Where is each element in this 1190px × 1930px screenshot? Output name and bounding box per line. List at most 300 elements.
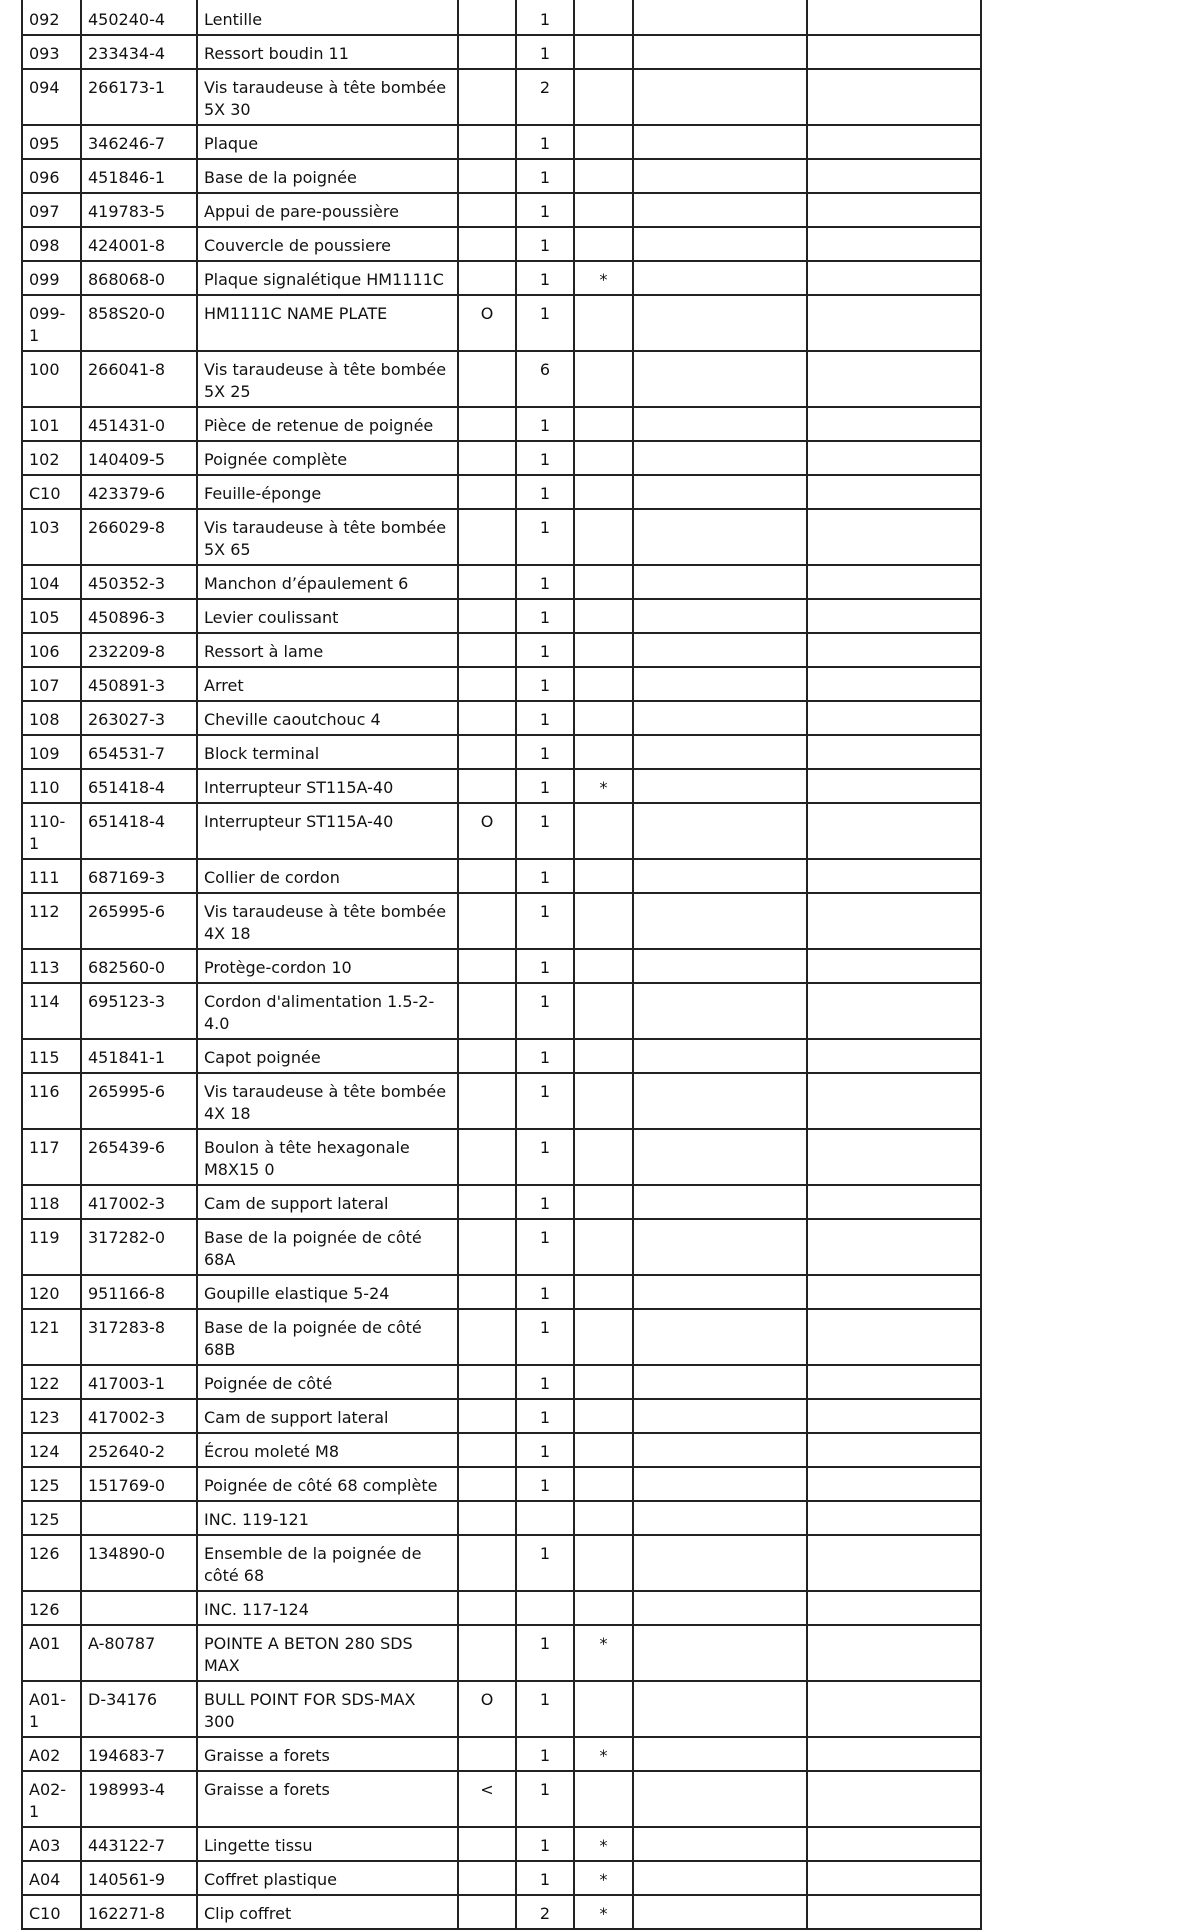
empty-cell [807, 859, 981, 893]
item-number-cell: 103 [22, 509, 81, 565]
item-number-cell: 111 [22, 859, 81, 893]
item-number-cell: A02-1 [22, 1771, 81, 1827]
marker-cell [574, 193, 633, 227]
option-cell [458, 949, 516, 983]
part-number-cell: 266041-8 [81, 351, 197, 407]
item-number-cell: 113 [22, 949, 81, 983]
option-cell [458, 565, 516, 599]
description-cell: Pièce de retenue de poignée [197, 407, 458, 441]
table-row [22, 983, 981, 1039]
item-number-cell: A01-1 [22, 1681, 81, 1737]
quantity-cell: 1 [516, 1185, 574, 1219]
part-number-cell: 682560-0 [81, 949, 197, 983]
table-row [22, 1275, 981, 1309]
description-cell: Manchon d’épaulement 6 [197, 565, 458, 599]
marker-cell [574, 1185, 633, 1219]
item-number-cell: 124 [22, 1433, 81, 1467]
empty-cell [807, 1275, 981, 1309]
marker-cell [574, 35, 633, 69]
item-number-cell: 122 [22, 1365, 81, 1399]
marker-cell: * [574, 1827, 633, 1861]
quantity-cell: 1 [516, 769, 574, 803]
marker-cell [574, 441, 633, 475]
table-row [22, 633, 981, 667]
marker-cell [574, 0, 633, 35]
empty-cell [807, 261, 981, 295]
table-row [22, 0, 981, 35]
empty-cell [633, 1275, 807, 1309]
empty-cell [807, 565, 981, 599]
table-row [22, 407, 981, 441]
marker-cell [574, 1073, 633, 1129]
option-cell [458, 1535, 516, 1591]
item-number-cell: 125 [22, 1501, 81, 1535]
marker-cell [574, 227, 633, 261]
empty-cell [633, 295, 807, 351]
part-number-cell: 317283-8 [81, 1309, 197, 1365]
empty-cell [807, 949, 981, 983]
option-cell [458, 1129, 516, 1185]
marker-cell [574, 983, 633, 1039]
quantity-cell: 1 [516, 1771, 574, 1827]
item-number-cell: 094 [22, 69, 81, 125]
item-number-cell: 102 [22, 441, 81, 475]
table-row [22, 69, 981, 125]
empty-cell [807, 893, 981, 949]
empty-cell [633, 1039, 807, 1073]
empty-cell [633, 1309, 807, 1365]
empty-cell [633, 1129, 807, 1185]
quantity-cell [516, 1501, 574, 1535]
option-cell [458, 1827, 516, 1861]
quantity-cell: 1 [516, 475, 574, 509]
empty-cell [633, 983, 807, 1039]
description-cell: Interrupteur ST115A-40 [197, 769, 458, 803]
empty-cell [807, 667, 981, 701]
part-number-cell: 346246-7 [81, 125, 197, 159]
option-cell [458, 1501, 516, 1535]
item-number-cell: 121 [22, 1309, 81, 1365]
part-number-cell: 858S20-0 [81, 295, 197, 351]
item-number-cell: 100 [22, 351, 81, 407]
table-row [22, 1467, 981, 1501]
quantity-cell: 1 [516, 159, 574, 193]
part-number-cell: 252640-2 [81, 1433, 197, 1467]
table-row [22, 475, 981, 509]
marker-cell: * [574, 1895, 633, 1929]
part-number-cell [81, 1591, 197, 1625]
empty-cell [633, 949, 807, 983]
description-cell: Lingette tissu [197, 1827, 458, 1861]
item-number-cell: 108 [22, 701, 81, 735]
description-cell: Base de la poignée de côté 68B [197, 1309, 458, 1365]
quantity-cell: 1 [516, 1365, 574, 1399]
item-number-cell: 097 [22, 193, 81, 227]
marker-cell [574, 1365, 633, 1399]
marker-cell [574, 1433, 633, 1467]
marker-cell [574, 475, 633, 509]
marker-cell [574, 735, 633, 769]
marker-cell [574, 633, 633, 667]
quantity-cell: 1 [516, 1737, 574, 1771]
table-row [22, 769, 981, 803]
description-cell: Écrou moleté M8 [197, 1433, 458, 1467]
empty-cell [807, 509, 981, 565]
part-number-cell: 317282-0 [81, 1219, 197, 1275]
marker-cell [574, 351, 633, 407]
empty-cell [807, 1827, 981, 1861]
item-number-cell: 120 [22, 1275, 81, 1309]
description-cell: Vis taraudeuse à tête bombée 4X 18 [197, 1073, 458, 1129]
quantity-cell: 1 [516, 1275, 574, 1309]
table-row [22, 1129, 981, 1185]
part-number-cell: 450240-4 [81, 0, 197, 35]
table-row [22, 1895, 981, 1929]
part-number-cell: 451431-0 [81, 407, 197, 441]
table-row [22, 227, 981, 261]
option-cell [458, 261, 516, 295]
option-cell [458, 1467, 516, 1501]
part-number-cell: 232209-8 [81, 633, 197, 667]
quantity-cell: 1 [516, 1467, 574, 1501]
item-number-cell: A03 [22, 1827, 81, 1861]
option-cell [458, 1433, 516, 1467]
empty-cell [633, 69, 807, 125]
marker-cell: * [574, 261, 633, 295]
item-number-cell: 106 [22, 633, 81, 667]
item-number-cell: 093 [22, 35, 81, 69]
empty-cell [633, 1771, 807, 1827]
part-number-cell: 198993-4 [81, 1771, 197, 1827]
marker-cell [574, 509, 633, 565]
description-cell: Vis taraudeuse à tête bombée 5X 25 [197, 351, 458, 407]
empty-cell [633, 441, 807, 475]
empty-cell [633, 1535, 807, 1591]
option-cell [458, 1895, 516, 1929]
description-cell: Poignée de côté [197, 1365, 458, 1399]
option-cell [458, 1073, 516, 1129]
part-number-cell: 450891-3 [81, 667, 197, 701]
quantity-cell: 1 [516, 893, 574, 949]
marker-cell [574, 1039, 633, 1073]
part-number-cell [81, 1501, 197, 1535]
empty-cell [633, 1827, 807, 1861]
quantity-cell: 1 [516, 565, 574, 599]
description-cell: Vis taraudeuse à tête bombée 5X 65 [197, 509, 458, 565]
quantity-cell: 2 [516, 69, 574, 125]
description-cell: Base de la poignée [197, 159, 458, 193]
part-number-cell: 417002-3 [81, 1399, 197, 1433]
option-cell [458, 1365, 516, 1399]
option-cell [458, 769, 516, 803]
item-number-cell: 099 [22, 261, 81, 295]
empty-cell [807, 1625, 981, 1681]
description-cell: Lentille [197, 0, 458, 35]
option-cell [458, 1399, 516, 1433]
table-row [22, 1861, 981, 1895]
option-cell [458, 69, 516, 125]
description-cell: Coffret plastique [197, 1861, 458, 1895]
marker-cell [574, 803, 633, 859]
empty-cell [807, 1433, 981, 1467]
marker-cell [574, 859, 633, 893]
part-number-cell: 265439-6 [81, 1129, 197, 1185]
description-cell: Arret [197, 667, 458, 701]
quantity-cell: 1 [516, 1625, 574, 1681]
part-number-cell: 233434-4 [81, 35, 197, 69]
empty-cell [807, 35, 981, 69]
option-cell [458, 1591, 516, 1625]
part-number-cell: 451846-1 [81, 159, 197, 193]
option-cell [458, 351, 516, 407]
quantity-cell: 1 [516, 1861, 574, 1895]
table-row [22, 1219, 981, 1275]
part-number-cell: 423379-6 [81, 475, 197, 509]
quantity-cell: 1 [516, 1433, 574, 1467]
table-row [22, 1737, 981, 1771]
part-number-cell: 140561-9 [81, 1861, 197, 1895]
empty-cell [807, 701, 981, 735]
description-cell: Base de la poignée de côté 68A [197, 1219, 458, 1275]
option-cell [458, 193, 516, 227]
part-number-cell: 443122-7 [81, 1827, 197, 1861]
option-cell [458, 1219, 516, 1275]
marker-cell [574, 1501, 633, 1535]
marker-cell [574, 1309, 633, 1365]
quantity-cell: 1 [516, 1309, 574, 1365]
item-number-cell: A02 [22, 1737, 81, 1771]
item-number-cell: 095 [22, 125, 81, 159]
item-number-cell: 107 [22, 667, 81, 701]
empty-cell [807, 1861, 981, 1895]
table-row [22, 351, 981, 407]
quantity-cell: 1 [516, 125, 574, 159]
description-cell: Cam de support lateral [197, 1399, 458, 1433]
empty-cell [807, 1467, 981, 1501]
empty-cell [633, 1681, 807, 1737]
table-row [22, 1535, 981, 1591]
part-number-cell: 162271-8 [81, 1895, 197, 1929]
item-number-cell: 096 [22, 159, 81, 193]
marker-cell: * [574, 1625, 633, 1681]
table-row [22, 1591, 981, 1625]
empty-cell [807, 1535, 981, 1591]
empty-cell [633, 1073, 807, 1129]
empty-cell [633, 351, 807, 407]
option-cell [458, 125, 516, 159]
quantity-cell: 1 [516, 1399, 574, 1433]
description-cell: Feuille-éponge [197, 475, 458, 509]
empty-cell [633, 633, 807, 667]
quantity-cell: 1 [516, 509, 574, 565]
item-number-cell: 109 [22, 735, 81, 769]
item-number-cell: 114 [22, 983, 81, 1039]
marker-cell [574, 1771, 633, 1827]
table-row [22, 667, 981, 701]
option-cell [458, 0, 516, 35]
quantity-cell: 6 [516, 351, 574, 407]
empty-cell [633, 893, 807, 949]
empty-cell [807, 1129, 981, 1185]
table-row [22, 1073, 981, 1129]
empty-cell [807, 1365, 981, 1399]
empty-cell [807, 983, 981, 1039]
quantity-cell: 1 [516, 1681, 574, 1737]
description-cell: Appui de pare-poussière [197, 193, 458, 227]
part-number-cell: 451841-1 [81, 1039, 197, 1073]
item-number-cell: 092 [22, 0, 81, 35]
empty-cell [633, 1185, 807, 1219]
quantity-cell: 1 [516, 1219, 574, 1275]
marker-cell [574, 295, 633, 351]
option-cell [458, 407, 516, 441]
marker-cell [574, 1467, 633, 1501]
description-cell: BULL POINT FOR SDS-MAX 300 [197, 1681, 458, 1737]
part-number-cell: 651418-4 [81, 803, 197, 859]
part-number-cell: 140409-5 [81, 441, 197, 475]
table-row [22, 949, 981, 983]
empty-cell [633, 701, 807, 735]
empty-cell [807, 227, 981, 261]
description-cell: Vis taraudeuse à tête bombée 4X 18 [197, 893, 458, 949]
quantity-cell: 1 [516, 1827, 574, 1861]
quantity-cell: 1 [516, 599, 574, 633]
empty-cell [807, 69, 981, 125]
marker-cell [574, 949, 633, 983]
description-cell: HM1111C NAME PLATE [197, 295, 458, 351]
description-cell: INC. 117-124 [197, 1591, 458, 1625]
item-number-cell: 116 [22, 1073, 81, 1129]
empty-cell [807, 1591, 981, 1625]
empty-cell [807, 1073, 981, 1129]
table-row [22, 1771, 981, 1827]
part-number-cell: 417002-3 [81, 1185, 197, 1219]
quantity-cell: 1 [516, 1073, 574, 1129]
description-cell: Boulon à tête hexagonale M8X15 0 [197, 1129, 458, 1185]
empty-cell [807, 475, 981, 509]
item-number-cell: 099-1 [22, 295, 81, 351]
empty-cell [807, 1219, 981, 1275]
description-cell: Protège-cordon 10 [197, 949, 458, 983]
empty-cell [633, 159, 807, 193]
table-row [22, 261, 981, 295]
table-row [22, 295, 981, 351]
table-row [22, 1681, 981, 1737]
option-cell [458, 1039, 516, 1073]
table-row [22, 599, 981, 633]
quantity-cell: 1 [516, 441, 574, 475]
option-cell [458, 1185, 516, 1219]
parts-table-body [22, 0, 981, 1929]
empty-cell [633, 407, 807, 441]
quantity-cell: 1 [516, 667, 574, 701]
empty-cell [807, 407, 981, 441]
empty-cell [633, 1501, 807, 1535]
item-number-cell: 118 [22, 1185, 81, 1219]
marker-cell [574, 1129, 633, 1185]
table-row [22, 1433, 981, 1467]
option-cell [458, 159, 516, 193]
part-number-cell: 134890-0 [81, 1535, 197, 1591]
quantity-cell: 1 [516, 983, 574, 1039]
description-cell: Vis taraudeuse à tête bombée 5X 30 [197, 69, 458, 125]
table-row [22, 1365, 981, 1399]
quantity-cell: 1 [516, 227, 574, 261]
empty-cell [633, 1399, 807, 1433]
empty-cell [807, 1309, 981, 1365]
empty-cell [633, 1737, 807, 1771]
marker-cell [574, 1535, 633, 1591]
empty-cell [633, 261, 807, 295]
empty-cell [807, 599, 981, 633]
empty-cell [807, 351, 981, 407]
marker-cell [574, 69, 633, 125]
table-row [22, 893, 981, 949]
marker-cell [574, 565, 633, 599]
marker-cell [574, 1275, 633, 1309]
option-cell [458, 475, 516, 509]
option-cell [458, 1625, 516, 1681]
empty-cell [633, 1467, 807, 1501]
description-cell: Capot poignée [197, 1039, 458, 1073]
empty-cell [807, 125, 981, 159]
quantity-cell: 1 [516, 803, 574, 859]
option-cell [458, 983, 516, 1039]
option-cell [458, 509, 516, 565]
empty-cell [807, 1737, 981, 1771]
option-cell [458, 227, 516, 261]
empty-cell [633, 0, 807, 35]
empty-cell [633, 1591, 807, 1625]
option-cell: < [458, 1771, 516, 1827]
empty-cell [807, 0, 981, 35]
description-cell: Ressort boudin 11 [197, 35, 458, 69]
empty-cell [633, 227, 807, 261]
item-number-cell: 119 [22, 1219, 81, 1275]
item-number-cell: 125 [22, 1467, 81, 1501]
empty-cell [633, 193, 807, 227]
marker-cell [574, 1399, 633, 1433]
empty-cell [633, 1219, 807, 1275]
empty-cell [807, 1501, 981, 1535]
part-number-cell: 151769-0 [81, 1467, 197, 1501]
marker-cell [574, 1219, 633, 1275]
table-row [22, 803, 981, 859]
empty-cell [807, 1185, 981, 1219]
item-number-cell: 110 [22, 769, 81, 803]
item-number-cell: 098 [22, 227, 81, 261]
description-cell: POINTE A BETON 280 SDS MAX [197, 1625, 458, 1681]
empty-cell [633, 1895, 807, 1929]
option-cell [458, 633, 516, 667]
empty-cell [633, 1433, 807, 1467]
part-number-cell: 266173-1 [81, 69, 197, 125]
item-number-cell: 112 [22, 893, 81, 949]
description-cell: Plaque [197, 125, 458, 159]
table-row [22, 1501, 981, 1535]
quantity-cell: 1 [516, 407, 574, 441]
option-cell: O [458, 803, 516, 859]
description-cell: Graisse a forets [197, 1737, 458, 1771]
item-number-cell: 105 [22, 599, 81, 633]
empty-cell [633, 35, 807, 69]
description-cell: Levier coulissant [197, 599, 458, 633]
empty-cell [633, 1625, 807, 1681]
empty-cell [807, 769, 981, 803]
item-number-cell: C10 [22, 475, 81, 509]
empty-cell [807, 295, 981, 351]
empty-cell [807, 441, 981, 475]
